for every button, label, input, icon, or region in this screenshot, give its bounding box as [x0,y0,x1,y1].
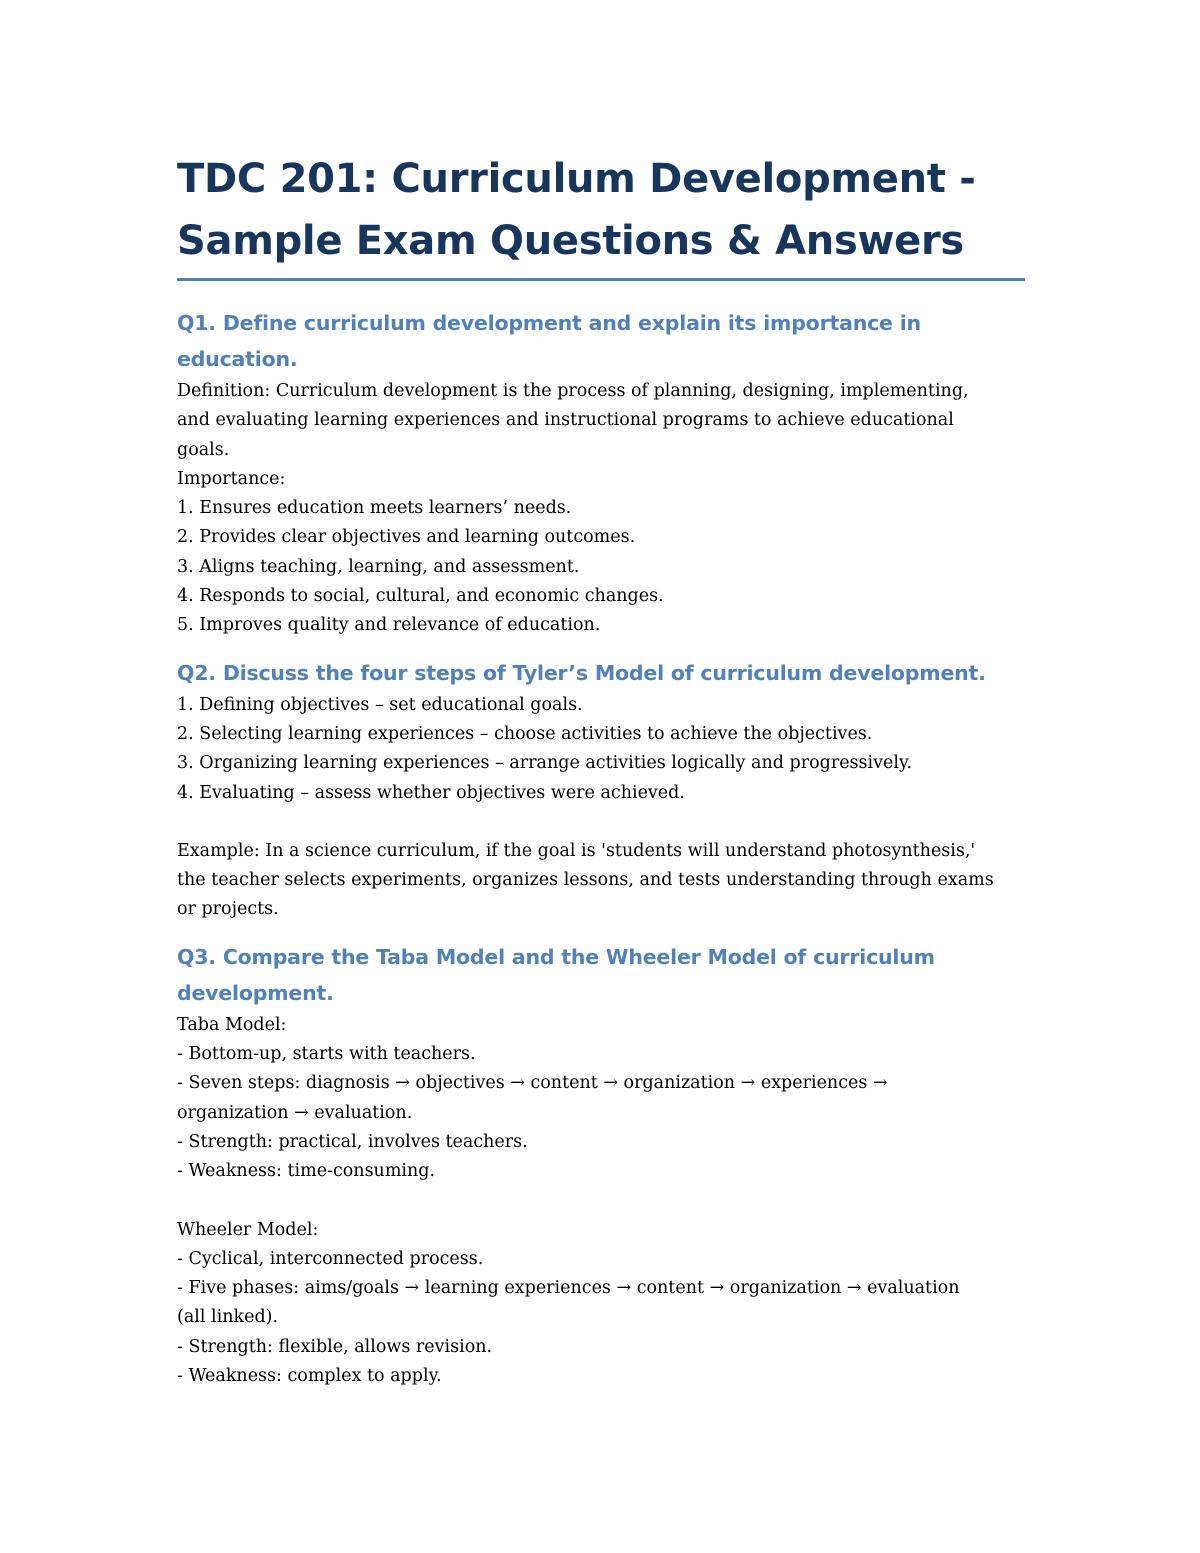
q2-example-line: Example: In a science curriculum, if the goal is 'students will understand photosynthesis,' [177,840,976,861]
q1-importance-label: Importance: [177,468,286,489]
q2-step: 4. Evaluating – assess whether objectives were achieved. [177,782,685,803]
q2-step: 1. Defining objectives – set educational goals. [177,694,583,715]
q3-taba-line: organization → evaluation. [177,1102,413,1123]
q1-importance-item: 4. Responds to social, cultural, and economic changes. [177,586,664,607]
question-3-section [177,939,1027,1392]
q3-wheeler-line: (all linked). [177,1307,279,1328]
q3-wheeler-line: - Five phases: aims/goals → learning experiences → content → organization → evaluation [177,1278,960,1299]
q3-taba-line: - Strength: practical, involves teachers. [177,1131,528,1152]
q2-step: 3. Organizing learning experiences – arrange activities logically and progressively. [177,753,913,774]
q1-definition-line: and evaluating learning experiences and instructional programs to achieve educational [177,410,954,431]
q3-taba-line: - Bottom-up, starts with teachers. [177,1044,476,1065]
q1-importance-item: 1. Ensures education meets learners’ needs. [177,498,572,519]
document-page [177,148,1027,1391]
question-3-heading-line-1: Q3. Compare the Taba Model and the Wheeler Model of curriculum [177,944,935,969]
q2-example-line: the teacher selects experiments, organizes lessons, and tests understanding through exams [177,870,994,891]
q3-taba-label: Taba Model: [177,1014,287,1035]
q1-definition-line: goals. [177,439,230,460]
question-1-heading: Q1. Define curriculum development and explain its importance in education. [177,311,921,371]
question-1-section [177,305,1027,641]
q1-importance-item: 5. Improves quality and relevance of education. [177,615,601,636]
title-line-1: TDC 201: Curriculum Development - [177,156,976,202]
q3-wheeler-label: Wheeler Model: [177,1219,319,1240]
q1-importance-item: 3. Aligns teaching, learning, and assessment. [177,556,580,577]
q3-wheeler-line: - Cyclical, interconnected process. [177,1248,484,1269]
q1-importance-item: 2. Provides clear objectives and learning outcomes. [177,527,636,548]
question-2-section [177,655,1027,925]
q1-definition-line: Definition: Curriculum development is the process of planning, designing, implementing, [177,381,969,401]
q3-taba-line: - Seven steps: diagnosis → objectives → content → organization → experiences → [177,1073,888,1094]
question-2-heading: Q2. Discuss the four steps of Tyler’s Model of curriculum development. [177,660,986,685]
q3-wheeler-line: - Weakness: complex to apply. [177,1366,442,1387]
title-line-2: Sample Exam Questions & Answers [177,218,964,264]
q3-wheeler-line: - Strength: flexible, allows revision. [177,1336,493,1357]
document-title [177,148,1027,272]
q2-example-line: or projects. [177,899,279,920]
q3-taba-line: - Weakness: time-consuming. [177,1161,436,1182]
question-3-heading-line-2: development. [177,980,334,1005]
q2-step: 2. Selecting learning experiences – choose activities to achieve the objectives. [177,723,873,744]
title-underline [177,278,1025,281]
